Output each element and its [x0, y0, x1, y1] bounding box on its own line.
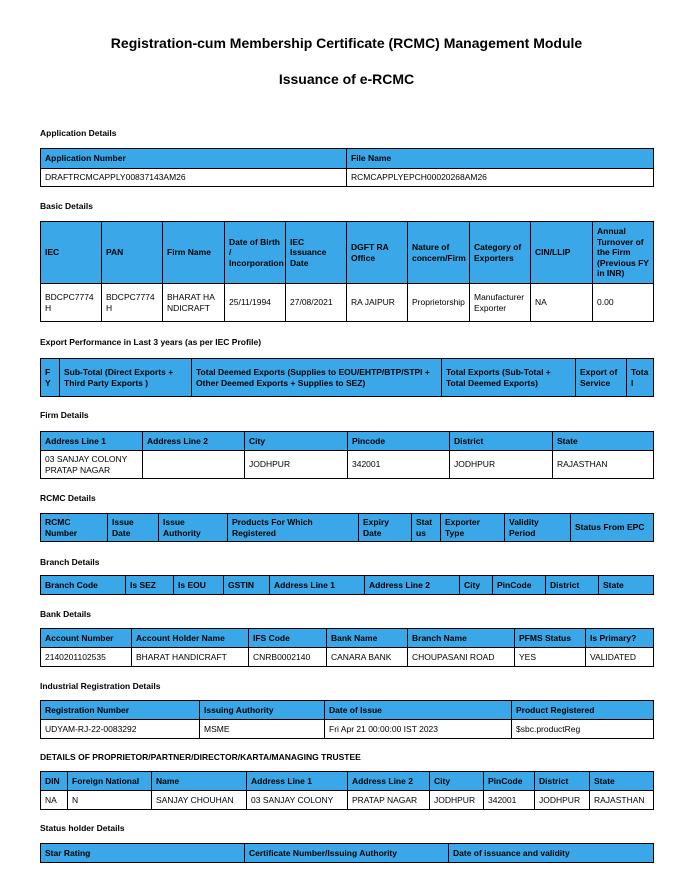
section-bank-details: Bank Details [40, 609, 92, 619]
col-sub-total: Sub-Total (Direct Exports + Third Party Exports ) [60, 359, 192, 397]
col-products-registered: Products For Which Registered [228, 514, 359, 542]
col-registration-number: Registration Number [41, 701, 200, 720]
bank-details-table [40, 628, 654, 667]
col-branch-district: District [546, 576, 599, 595]
col-din: DIN [41, 772, 68, 791]
pfms-status-value: YES [515, 648, 586, 667]
col-branch-pincode: PinCode [493, 576, 546, 595]
col-proprietor-district: District [535, 772, 590, 791]
col-firm-address-line-2: Address Line 2 [143, 432, 245, 451]
application-table [40, 148, 654, 187]
proprietor-address-line-2-value: PRATAP NAGAR [348, 791, 430, 810]
col-nature-of-concern: Nature of concern/Firm [408, 222, 470, 284]
col-validity-period: Validity Period [505, 514, 571, 542]
application-number-value: DRAFTRCMCAPPLY00837143AM26 [41, 169, 347, 187]
firm-pincode-value: 342001 [348, 451, 450, 479]
firm-district-value: JODHPUR [450, 451, 553, 479]
col-branch-state: State [599, 576, 654, 595]
din-value: NA [41, 791, 68, 810]
col-ifs-code: IFS Code [249, 629, 327, 648]
col-date-of-issue: Date of Issue [325, 701, 512, 720]
col-firm-state: State [553, 432, 654, 451]
col-branch-address-line-1: Address Line 1 [270, 576, 365, 595]
col-branch-code: Branch Code [41, 576, 126, 595]
col-firm-pincode: Pincode [348, 432, 450, 451]
col-proprietor-address-line-1: Address Line 1 [247, 772, 348, 791]
nature-of-concern-value: Proprietorship [408, 284, 470, 322]
col-star-rating: Star Rating [41, 844, 245, 863]
col-exporter-type: Exporter Type [441, 514, 505, 542]
col-issue-authority: Issue Authority [159, 514, 228, 542]
proprietor-state-value: RAJASTHAN [590, 791, 654, 810]
section-firm-details: Firm Details [40, 410, 89, 420]
col-cin-llip: CIN/LLIP [531, 222, 593, 284]
col-total-exports: Total Exports (Sub-Total + Total Deemed Exports) [442, 359, 576, 397]
col-file-name: File Name [347, 149, 654, 169]
col-firm-city: City [245, 432, 348, 451]
col-firm-district: District [450, 432, 553, 451]
name-value: SANJAY CHOUHAN [152, 791, 247, 810]
section-status-holder: Status holder Details [40, 823, 125, 833]
section-rcmc-details: RCMC Details [40, 493, 96, 503]
col-proprietor-pincode: PinCode [484, 772, 535, 791]
section-export-performance: Export Performance in Last 3 years (as per IEC Profile) [40, 337, 262, 347]
registration-number-value: UDYAM-RJ-22-0083292 [41, 720, 200, 739]
col-branch-name: Branch Name [408, 629, 515, 648]
date-of-issue-value: Fri Apr 21 00:00:00 IST 2023 [325, 720, 512, 739]
col-product-registered: Product Registered [512, 701, 654, 720]
col-category-of-exporters: Category of Exporters [470, 222, 531, 284]
col-dgft-ra-office: DGFT RA Office [347, 222, 408, 284]
col-account-number: Account Number [41, 629, 132, 648]
firm-city-value: JODHPUR [245, 451, 348, 479]
category-of-exporters-value: Manufacturer Exporter [470, 284, 531, 322]
account-number-value: 2140201102535 [41, 648, 132, 667]
proprietor-city-value: JODHPUR [430, 791, 484, 810]
col-pan: PAN [102, 222, 163, 284]
issuing-authority-value: MSME [200, 720, 325, 739]
col-account-holder-name: Account Holder Name [132, 629, 249, 648]
section-proprietor-details: DETAILS OF PROPRIETOR/PARTNER/DIRECTOR/KARTA/MANAGING TRUSTEE [40, 752, 361, 762]
firm-address-line-1-value: 03 SANJAY COLONY PRATAP NAGAR [41, 451, 143, 479]
product-registered-value: $sbc.productReg [512, 720, 654, 739]
foreign-national-value: N [68, 791, 152, 810]
branch-details-table [40, 575, 654, 595]
page-subtitle: Issuance of e-RCMC [278, 71, 415, 87]
bank-name-value: CANARA BANK [327, 648, 408, 667]
status-holder-table [40, 843, 654, 863]
col-iec-issuance-date: IEC Issuance Date [286, 222, 347, 284]
col-iec: IEC [41, 222, 102, 284]
section-branch-details: Branch Details [40, 557, 100, 567]
col-rcmc-number: RCMC Number [41, 514, 108, 542]
industrial-registration-table [40, 700, 654, 739]
col-branch-city: City [460, 576, 493, 595]
col-firm-address-line-1: Address Line 1 [41, 432, 143, 451]
firm-address-line-2-value [143, 451, 245, 479]
col-is-eou: Is EOU [174, 576, 224, 595]
account-holder-name-value: BHARAT HANDICRAFT [132, 648, 249, 667]
branch-name-value: CHOUPASANI ROAD [408, 648, 515, 667]
basic-details-table [40, 221, 654, 322]
proprietor-address-line-1-value: 03 SANJAY COLONY [247, 791, 348, 810]
date-of-birth-value: 25/11/1994 [225, 284, 286, 322]
iec-issuance-date-value: 27/08/2021 [286, 284, 347, 322]
col-proprietor-city: City [430, 772, 484, 791]
col-proprietor-address-line-2: Address Line 2 [348, 772, 430, 791]
proprietor-pincode-value: 342001 [484, 791, 535, 810]
section-basic-details: Basic Details [40, 201, 93, 211]
col-branch-address-line-2: Address Line 2 [365, 576, 460, 595]
col-expiry-date: Expiry Date [359, 514, 412, 542]
col-fy: FY [41, 359, 60, 397]
iec-value: BDCPC7774H [41, 284, 102, 322]
col-is-sez: Is SEZ [126, 576, 174, 595]
pan-value: BDCPC7774H [102, 284, 163, 322]
proprietor-details-table [40, 771, 654, 810]
col-date-of-issuance: Date of issuance and validity [449, 844, 654, 863]
col-firm-name: Firm Name [163, 222, 225, 284]
firm-details-table [40, 431, 654, 479]
col-pfms-status: PFMS Status [515, 629, 586, 648]
col-name: Name [152, 772, 247, 791]
ifs-code-value: CNRB0002140 [249, 648, 327, 667]
col-gstin: GSTIN [224, 576, 270, 595]
cin-llip-value: NA [531, 284, 593, 322]
col-bank-name: Bank Name [327, 629, 408, 648]
col-status: Status [412, 514, 441, 542]
col-total-deemed-exports: Total Deemed Exports (Supplies to EOU/EHTP/BTP/STPI + Other Deemed Exports + Supplies to SEZ) [192, 359, 442, 397]
section-industrial-registration: Industrial Registration Details [40, 681, 161, 691]
section-application-details: Application Details [40, 128, 117, 138]
dgft-ra-office-value: RA JAIPUR [347, 284, 408, 322]
firm-name-value: BHARAT HANDICRAFT [163, 284, 225, 322]
col-application-number: Application Number [41, 149, 347, 169]
col-date-of-birth: Date of Birth / Incorporation [225, 222, 286, 284]
col-foreign-national: Foreign National [68, 772, 152, 791]
is-primary-value: VALIDATED [586, 648, 654, 667]
col-total: Total [627, 359, 654, 397]
col-issue-date: Issue Date [108, 514, 159, 542]
page-title: Registration-cum Membership Certificate (RCMC) Management Module [110, 35, 583, 51]
col-annual-turnover: Annual Turnover of the Firm (Previous FY in INR) [593, 222, 654, 284]
col-status-from-epc: Status From EPC [571, 514, 654, 542]
col-issuing-authority: Issuing Authority [200, 701, 325, 720]
export-performance-table [40, 358, 654, 397]
firm-state-value: RAJASTHAN [553, 451, 654, 479]
annual-turnover-value: 0.00 [593, 284, 654, 322]
rcmc-details-table [40, 513, 654, 542]
file-name-value: RCMCAPPLYEPCH00020268AM26 [347, 169, 654, 187]
proprietor-district-value: JODHPUR [535, 791, 590, 810]
col-certificate-number: Certificate Number/Issuing Authority [245, 844, 449, 863]
col-is-primary: Is Primary? [586, 629, 654, 648]
col-export-of-service: Export of Service [576, 359, 627, 397]
col-proprietor-state: State [590, 772, 654, 791]
